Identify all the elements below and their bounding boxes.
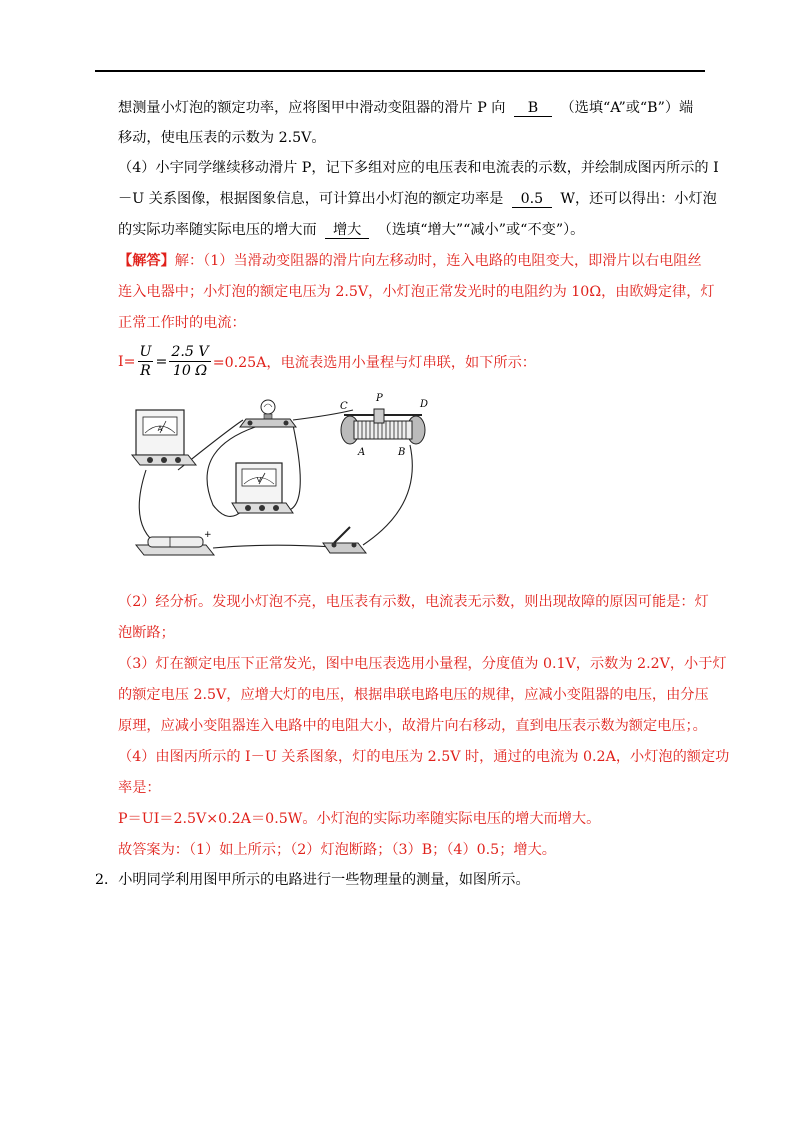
answer-line-8: 原理，应减小变阻器连入电路中的电阻大小，故滑片向右移动，直到电压表示数为额定电压；。 xyxy=(118,718,707,734)
eq-sign: = xyxy=(155,353,168,370)
answer-line-2: 连入电器中；小灯泡的额定电压为 2.5V，小灯泡正常发光时的电阻约为 10Ω，由欧姆定律，灯 xyxy=(118,284,715,300)
answer-line-1 xyxy=(118,251,702,271)
answer-line-5: 泡断路； xyxy=(118,625,175,641)
top-rule xyxy=(95,70,705,72)
text-span: （选填“A”或“B”）端 xyxy=(560,100,694,116)
text-span: （选填“增大”“减小”或“不变”）。 xyxy=(377,222,585,238)
ammeter-label: A xyxy=(157,425,163,433)
wire xyxy=(139,470,158,545)
answer-blank: 增大 xyxy=(325,222,369,239)
ohm-equation xyxy=(118,343,536,380)
question-2-line: 2．小明同学利用图甲所示的电路进行一些物理量的测量，如图所示。 xyxy=(95,872,530,888)
text-span: 解：（1）当滑动变阻器的滑片向左移动时，连入电路的电阻变大，即滑片以右电阻丝 xyxy=(174,253,702,269)
final-answer-line: 故答案为：（1）如上所示；（2）灯泡断路；（3）B；（4）0.5；增大。 xyxy=(118,842,556,858)
terminal-c-label: C xyxy=(340,401,348,412)
answer-blank: B xyxy=(514,100,552,117)
fraction-denominator: 10 Ω xyxy=(172,363,208,379)
fraction-numerator: U xyxy=(139,344,152,360)
text-line-4 xyxy=(118,189,717,209)
bulb xyxy=(240,400,296,427)
answer-line-6: （3）灯在额定电压下正常发光，图中电压表选用小量程，分度值为 0.1V，示数为 2.2V，小于灯 xyxy=(118,656,727,672)
battery xyxy=(136,530,214,555)
text-span: W，还可以得出：小灯泡 xyxy=(560,191,717,207)
text-line-1 xyxy=(118,98,693,118)
wire xyxy=(363,445,412,545)
terminal-b-label: B xyxy=(398,447,406,458)
fraction-ur xyxy=(138,343,154,380)
text-line-3: （4）小宇同学继续移动滑片 P，记下多组对应的电压表和电流表的示数，并绘制成图丙所示的 I xyxy=(118,160,719,176)
slider-p-label: P xyxy=(376,393,383,404)
text-span: 的实际功率随实际电压的增大而 xyxy=(118,222,317,238)
voltmeter-label: V xyxy=(256,476,262,484)
fraction-values xyxy=(169,343,210,380)
eq-prefix: I= xyxy=(118,353,136,370)
answer-tag: 【解答】 xyxy=(118,253,175,269)
eq-rest: =0.25A，电流表选用小量程与灯串联，如下所示： xyxy=(212,354,536,371)
terminal-d-label: D xyxy=(420,399,429,410)
voltmeter xyxy=(232,463,293,513)
text-line-2: 移动，使电压表的示数为 2.5V。 xyxy=(118,130,326,146)
answer-line-11: P＝UI＝2.5V×0.2A＝0.5W。小灯泡的实际功率随实际电压的增大而增大。 xyxy=(118,811,601,827)
answer-line-4: （2）经分析。发现小灯泡不亮，电压表有示数，电流表无示数，则出现故障的原因可能是：灯 xyxy=(118,594,709,610)
ammeter xyxy=(132,410,196,465)
switch xyxy=(323,527,366,553)
wire xyxy=(213,545,333,548)
circuit-figure xyxy=(118,385,448,565)
answer-line-10: 率是： xyxy=(118,780,161,796)
text-span: －U 关系图像，根据图象信息，可计算出小灯泡的额定功率是 xyxy=(118,191,504,207)
rheostat xyxy=(340,393,428,458)
text-line-5 xyxy=(118,220,584,240)
answer-line-7: 的额定电压 2.5V，应增大灯的电压，根据串联电路电压的规律，应减小变阻器的电压，由分压 xyxy=(118,687,709,703)
battery-plus-label: + xyxy=(204,530,212,540)
text-span: 想测量小灯泡的额定功率，应将图甲中滑动变阻器的滑片 P 向 xyxy=(118,100,506,116)
terminal-a-label: A xyxy=(358,447,366,458)
fraction-numerator: 2.5 V xyxy=(171,344,209,360)
answer-line-9: （4）由图丙所示的 I－U 关系图象，灯的电压为 2.5V 时，通过的电流为 0.2A，小灯泡的额定功 xyxy=(118,749,730,765)
answer-blank: 0.5 xyxy=(512,191,552,208)
answer-line-3: 正常工作时的电流： xyxy=(118,315,246,331)
fraction-denominator: R xyxy=(140,363,151,379)
